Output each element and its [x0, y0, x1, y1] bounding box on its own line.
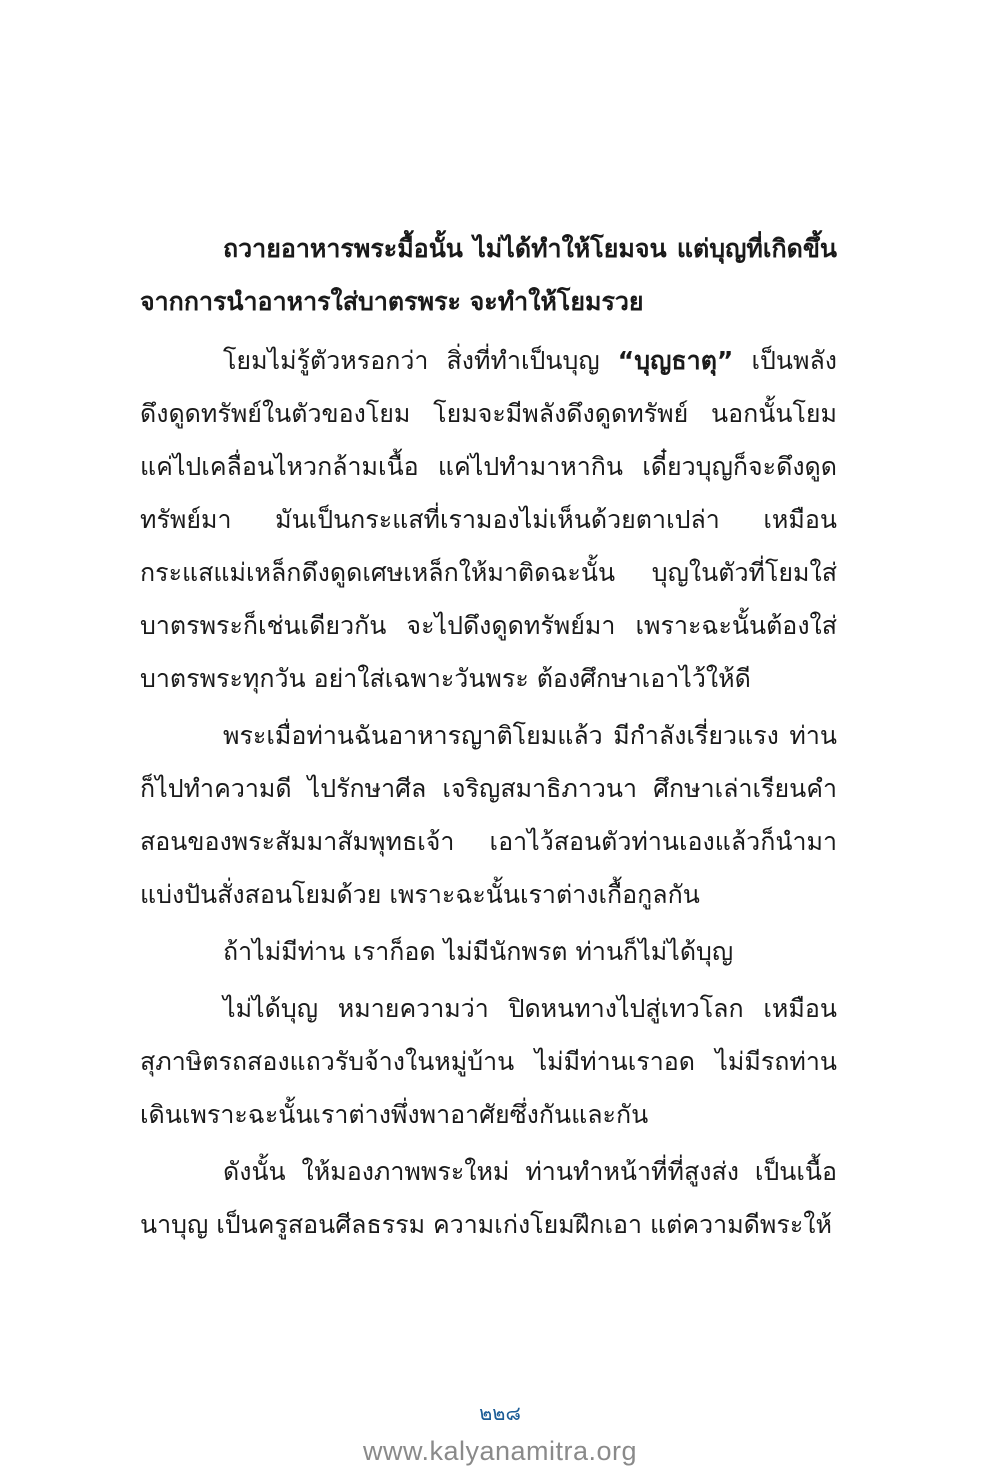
page-body [140, 222, 837, 1251]
paragraph-monks-support: พระเมื่อท่านฉันอาหารญาติโยมแล้ว มีกำลังเรี่ยวแรง ท่านก็ไปทำความดี ไปรักษาศีล เจริญสมาธิภาวนา ศึกษาเล่าเรียนคำสอนของพระสัมมาสัมพุทธเจ้า เอาไว้สอนตัวท่านเองแล้วก็นำมาแบ่งปันสั่งสอนโยมด้วย เพราะฉะนั้นเราต่างเกื้อกูลกัน [140, 721, 837, 909]
paragraph-merit-element [140, 334, 837, 705]
page-number: ๒๒๘ [479, 1401, 521, 1425]
paragraph-mutual-need: ถ้าไม่มีท่าน เราก็อด ไม่มีนักพรต ท่านก็ไม่ได้บุญ [223, 937, 734, 966]
website-url: www.kalyanamitra.org [362, 1436, 638, 1466]
paragraph-1-text-after: เป็นพลังดึงดูดทรัพย์ในตัวของโยม โยมจะมีพลังดึงดูดทรัพย์ นอกนั้นโยมแค่ไปเคลื่อนไหวกล้ามเนื้อ แค่ไปทำมาหากิน เดี๋ยวบุญก็จะดึงดูดทรัพย์มา มันเป็นกระแสที่เรามองไม่เห็นด้วยตาเปล่า เหมือนกระแสแม่เหล็กดึงดูดเศษเหล็กให้มาติดฉะนั้น บุญในตัวที่โยมใส่บาตรพระก็เช่นเดียวกัน จะไปดึงดูดทรัพย์มา เพราะฉะนั้นต้องใส่บาตรพระทุกวัน อย่าใส่เฉพาะวันพระ ต้องศึกษาเอาไว้ให้ดี [140, 346, 837, 693]
heading-paragraph: ถวายอาหารพระมื้อนั้น ไม่ได้ทำให้โยมจน แต่บุญที่เกิดขึ้นจากการนำอาหารใส่บาตรพระ จะทำให้โยมรวย [140, 234, 837, 316]
paragraph-proverb: ไม่ได้บุญ หมายความว่า ปิดหนทางไปสู่เทวโลก เหมือนสุภาษิตรถสองแถวรับจ้างในหมู่บ้าน ไม่มีท่านเราอด ไม่มีรถท่านเดินเพราะฉะนั้นเราต่างพึ่งพาอาศัยซึ่งกันและกัน [140, 994, 837, 1129]
paragraph-new-view: ดังนั้น ให้มองภาพพระใหม่ ท่านทำหน้าที่ที่สูงส่ง เป็นเนื้อนาบุญ เป็นครูสอนศีลธรรม ความเก่งโยมฝึกเอา แต่ความดีพระให้ [140, 1157, 837, 1239]
paragraph-1-text-before: โยมไม่รู้ตัวหรอกว่า สิ่งที่ทำเป็นบุญ [223, 346, 618, 375]
paragraph-1-emphasis: “บุญธาตุ” [617, 346, 734, 375]
